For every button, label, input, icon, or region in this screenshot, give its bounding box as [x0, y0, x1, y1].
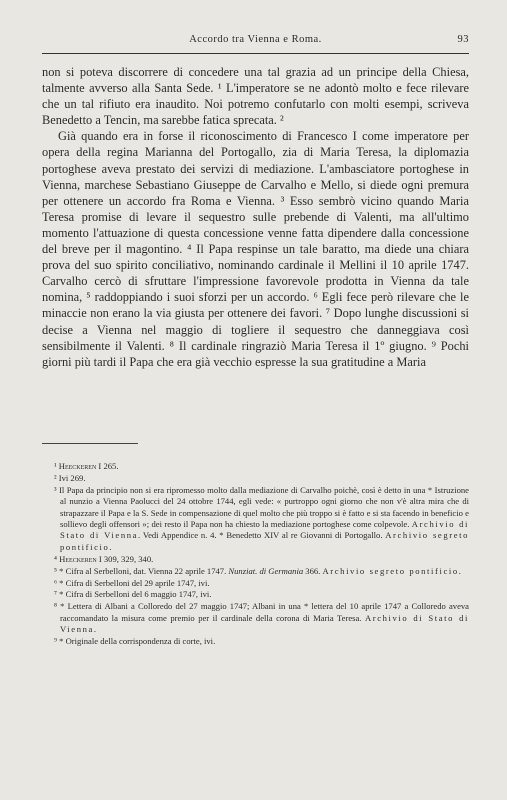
footnote-text: Nunziat. di Germania — [228, 565, 304, 576]
footnote-text: * Cifra di Serbelloni del 29 aprile 1747, ivi. — [59, 577, 210, 588]
footnote-marker: ⁷ — [54, 589, 60, 600]
footnote-text: * Cifra di Serbelloni del 6 maggio 1747, ivi. — [59, 589, 212, 600]
footnote-text: I 309, 329, 340. — [96, 553, 154, 564]
footnote — [42, 566, 469, 577]
footnote-text: Heeckeren — [59, 553, 97, 564]
footnote-separator — [42, 443, 138, 444]
footnote-text: 366. — [303, 565, 323, 576]
footnote-text: * Originale della corrispondenza di corte, ivi. — [59, 636, 216, 647]
footnote — [42, 473, 469, 484]
footnote-text: . — [109, 541, 112, 552]
footnote — [42, 461, 469, 472]
footnote-text: . — [93, 624, 97, 635]
footnote-marker: ⁹ — [54, 636, 60, 647]
footnote-marker: ⁶ — [54, 577, 60, 588]
running-title: Accordo tra Vienna e Roma. — [189, 34, 322, 45]
footnote-text: I 265. — [96, 461, 119, 471]
paragraph: Già quando era in forse il riconoscimento di Francesco I come imperatore per opera della regina Marianna del Portogallo, zia di Maria Teresa, la diplomazia portoghese aveva prestato dei servizi di mediazione. L'ambasciatore portoghese in Vienna, marchese Sebastiano Giuseppe de Carvalho e Mello, si diede ogni premura per ottenere un accordo fra Roma e Vienna. ³ Esso sembrò vicino quando Maria Teresa promise di levare il sequestro sulle prebende di Valenti, ma all'ultimo momento l'attuazione di questa concessione venne fatta dipendere dalla concessione del breve per il magontino. ⁴ Il Papa respinse un tale baratto, ma diede una chiara prova del suo spirito conciliativo, nominando cardinale il Mellini il 10 aprile 1747. Carvalho cercò di sfruttare l'impressione favorevole prodotta in Vienna da tale nomina, ⁵ raddoppiando i suoi sforzi per un accordo. ⁶ Egli fece però rilevare che le minaccie non erano la via giusta per ottenere dei favori. ⁷ Dopo lunghe discussioni si decise a Vienna nel maggio di togliere il sequestro che danneggiava così sensibilmente il Valenti. ⁸ Il cardinale ringraziò Maria Teresa il 1º giugno. ⁹ Pochi giorni più tardi il Papa che era già vecchio espresse la sua gratitudine a Maria — [42, 129, 469, 369]
footnote-text: . Vedi Appendice n. 4. * Benedetto XIV al re Giovanni di Portogallo. — [138, 530, 386, 541]
footnote-marker: ⁸ — [54, 601, 61, 612]
footnote-text: Il Papa da principio non si era ripromesso molto dalla mediazione di Carvalho poichè, così è detto in una * Istruzione al nunzio a Vienna Paolucci del 24 ottobre 1744, egli vede: « purtroppo ogni giorno che non v'è altra mira che di strapazzare il Papa e la S. Sede in compensazione di quel molto che più troppo si è fatto e si sta facendo in beneficio e sollievo degli offensori »; dei resto il Papa non ha chiesto la mediazione portoghese come colpevole. — [59, 484, 469, 530]
footnotes — [42, 461, 469, 648]
footnote — [42, 485, 469, 553]
footnote — [42, 636, 469, 647]
footnote-text: * Lettera di Albani a Colloredo del 27 maggio 1747; Albani in una * lettera del 10 aprile 1747 a Colloredo aveva raccomandato la misura come premio per il cardinale della corona di Maria Teresa. — [60, 601, 469, 623]
footnote — [42, 601, 469, 635]
footnote-marker: ⁵ — [54, 565, 60, 576]
header-rule — [42, 53, 469, 54]
footnote-text: . — [458, 565, 461, 576]
footnote-text: Heeckeren — [58, 461, 97, 471]
footnote — [42, 578, 469, 589]
footnote-text: Archivio di Stato di Vienna — [60, 519, 469, 541]
running-header — [42, 34, 469, 50]
paragraph: non si poteva discorrere di concedere una tal grazia ad un principe della Chiesa, talmente avverso alla Santa Sede. ¹ L'imperatore se ne adontò molto e fece rilevare che un tal rifiuto era inaudito. Noi potremo confutarlo con molti esempi, scriveva Benedetto a Tencin, ma sarebbe fatica sprecata. ² — [42, 65, 469, 128]
footnote-marker: ⁴ — [54, 553, 60, 564]
footnote-text: * Cifra al Serbelloni, dat. Vienna 22 aprile 1747. — [59, 565, 229, 576]
page-number: 93 — [457, 34, 469, 45]
footnote-marker: ² — [54, 472, 59, 483]
main-text — [42, 64, 469, 370]
footnote-text: Ivi 269. — [58, 472, 86, 483]
footnote-marker: ³ — [54, 484, 60, 495]
footnote-text: Archivio di Stato di Vienna — [60, 612, 469, 635]
footnote — [42, 554, 469, 565]
footnote-text: Archivio segreto pontificio — [322, 565, 459, 576]
footnote — [42, 589, 469, 600]
footnote-marker: ¹ — [54, 461, 59, 471]
footnote-text: Archivio segreto pontificio — [60, 530, 469, 552]
